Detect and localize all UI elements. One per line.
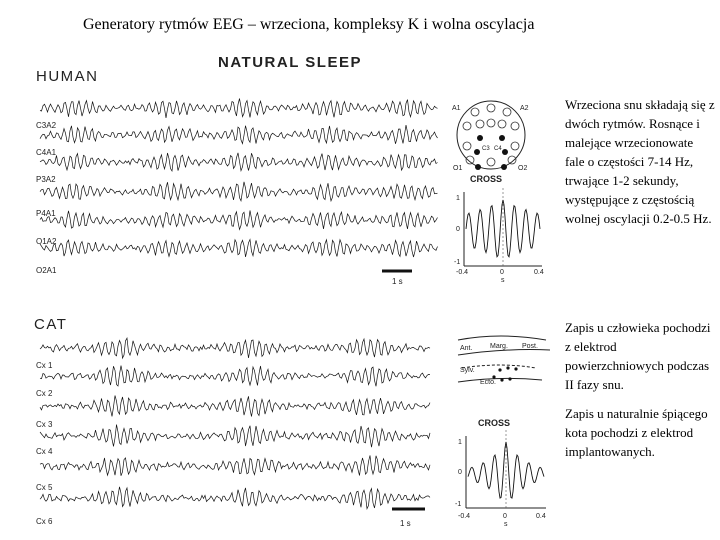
x-tick: 0.4 xyxy=(536,513,546,520)
electrode-head-map xyxy=(452,101,529,172)
brain-label: Post. xyxy=(522,343,538,350)
human-label: HUMAN xyxy=(36,68,99,85)
eeg-trace xyxy=(40,153,438,171)
human-channel-label: C3A2 xyxy=(36,121,57,130)
eeg-trace xyxy=(40,487,430,509)
cat-channel-label: Cx 1 xyxy=(36,361,53,370)
eeg-trace xyxy=(40,99,438,118)
brain-label: Marg. xyxy=(490,343,508,350)
x-unit: s xyxy=(501,277,505,284)
eeg-trace xyxy=(40,182,438,201)
page-title: Generatory rytmów EEG – wrzeciona, kompleksy K i wolna oscylacja xyxy=(83,16,535,33)
human-scale-label: 1 s xyxy=(392,277,403,286)
electrode-label: C4 xyxy=(494,146,502,152)
x-tick: 0.4 xyxy=(534,269,544,276)
brain-label: Ecto. xyxy=(480,379,496,386)
human-channel-label: P4A1 xyxy=(36,209,56,218)
eeg-trace xyxy=(40,366,430,387)
electrode-label: O1 xyxy=(453,165,463,172)
cat-channel-label: Cx 5 xyxy=(36,483,53,492)
y-tick: 1 xyxy=(456,195,460,202)
x-tick: 0 xyxy=(503,513,507,520)
cat-scale-label: 1 s xyxy=(400,519,411,528)
note-spindles: Wrzeciona snu składają się z dwóch rytmów. Rosnące i malejące wrzecionowate fale o częstości 7-14 Hz, trwające 1-2 sekundy, występujące z częstością wolnej oscylacji 0.2-0.5 Hz. xyxy=(565,97,715,226)
cat-cross-correlogram xyxy=(455,418,546,528)
y-tick: 0 xyxy=(458,469,462,476)
cross-label: CROSS xyxy=(478,418,511,428)
electrode-label: A1 xyxy=(452,105,461,112)
human-channel-label: O2A1 xyxy=(36,266,57,275)
y-tick: 1 xyxy=(458,439,462,446)
note-cat-recording: Zapis u naturalnie śpiącego kota pochodzi z elektrod implantowanych. xyxy=(565,406,708,459)
cat-brain-sketch xyxy=(458,336,550,386)
eeg-trace xyxy=(40,425,430,448)
cat-channel-label: Cx 2 xyxy=(36,389,53,398)
brain-label: Ant. xyxy=(460,345,473,352)
human-channel-label: C4A1 xyxy=(36,148,57,157)
cat-channel-label: Cx 3 xyxy=(36,420,53,429)
human-cross-correlogram xyxy=(454,174,544,284)
eeg-figure xyxy=(30,50,560,536)
x-tick: -0.4 xyxy=(458,513,471,520)
electrode-label: A2 xyxy=(520,105,529,112)
human-eeg-traces xyxy=(40,99,438,258)
eeg-trace xyxy=(40,396,430,417)
cross-label: CROSS xyxy=(470,174,503,184)
eeg-trace xyxy=(40,125,438,144)
note-human-recording: Zapis u człowieka pochodzi z elektrod powierzchniowych podczas II fazy snu. xyxy=(565,320,711,392)
cat-eeg-traces xyxy=(40,338,430,509)
human-channel-label: O1A2 xyxy=(36,237,57,246)
electrode-label: O2 xyxy=(518,165,528,172)
eeg-trace xyxy=(40,338,430,358)
electrode-label: C3 xyxy=(482,146,490,152)
natural-sleep-heading: NATURAL SLEEP xyxy=(218,54,362,71)
eeg-trace xyxy=(40,455,430,475)
cat-channel-label: Cx 6 xyxy=(36,517,53,526)
eeg-figure-svg xyxy=(30,50,560,536)
x-tick: -0.4 xyxy=(456,269,469,276)
x-unit: s xyxy=(504,521,508,528)
y-tick: -1 xyxy=(455,501,462,508)
cat-label: CAT xyxy=(34,316,68,333)
human-channel-label: P3A2 xyxy=(36,175,56,184)
eeg-trace xyxy=(40,240,438,258)
brain-label: Sylv. xyxy=(460,367,475,374)
y-tick: -1 xyxy=(454,259,461,266)
eeg-trace xyxy=(40,210,438,229)
y-tick: 0 xyxy=(456,226,460,233)
cat-channel-label: Cx 4 xyxy=(36,447,53,456)
x-tick: 0 xyxy=(500,269,504,276)
